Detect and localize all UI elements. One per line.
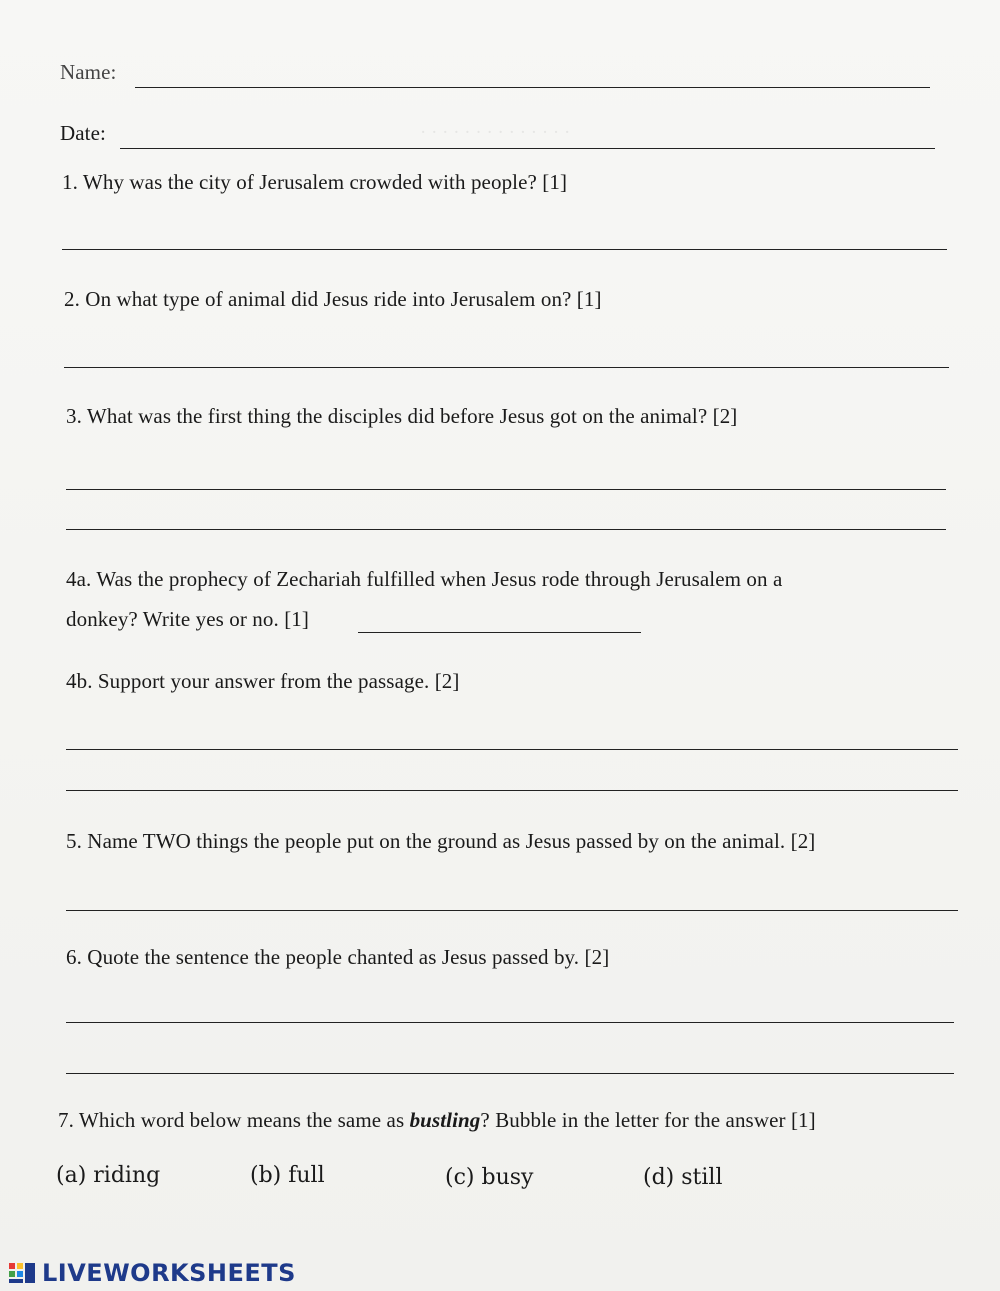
answer-6b-input[interactable] xyxy=(66,1046,958,1074)
answer-4b-b-line xyxy=(66,790,958,791)
answer-2-input[interactable] xyxy=(64,340,953,368)
date-label: Date: xyxy=(60,121,106,145)
answer-5-input[interactable] xyxy=(66,883,962,911)
question-7-keyword: bustling xyxy=(409,1108,481,1132)
question-6: 6. Quote the sentence the people chanted as Jesus passed by. [2] xyxy=(66,945,610,969)
answer-3a-line xyxy=(66,489,946,490)
question-2: 2. On what type of animal did Jesus ride into Jerusalem on? [1] xyxy=(64,287,602,311)
liveworksheets-icon xyxy=(8,1261,38,1285)
date-line xyxy=(120,148,935,149)
option-c[interactable]: (c) busy xyxy=(445,1165,534,1190)
brand-name: LIVEWORKSHEETS xyxy=(42,1259,296,1287)
answer-3a-input[interactable] xyxy=(66,462,950,490)
answer-4b-a-input[interactable] xyxy=(66,722,962,750)
question-7-start: 7. Which word below means the same as xyxy=(58,1108,410,1132)
option-b[interactable]: (b) full xyxy=(250,1163,325,1188)
answer-6b-line xyxy=(66,1073,954,1074)
bleed-through-text: · · · · · · · · · · · · · · xyxy=(420,122,571,143)
answer-1-input[interactable] xyxy=(62,222,951,250)
option-a[interactable]: (a) riding xyxy=(56,1163,161,1188)
answer-3b-line xyxy=(66,529,946,530)
question-3: 3. What was the first thing the disciples did before Jesus got on the animal? [2] xyxy=(66,404,738,428)
answer-3b-input[interactable] xyxy=(66,502,950,530)
answer-6a-line xyxy=(66,1022,954,1023)
answer-2-line xyxy=(64,367,949,368)
option-d[interactable]: (d) still xyxy=(643,1165,723,1190)
answer-4a-input[interactable] xyxy=(358,605,645,633)
question-4a-line1: 4a. Was the prophecy of Zechariah fulfilled when Jesus rode through Jerusalem on a xyxy=(66,567,783,591)
question-4a-line2: donkey? Write yes or no. [1] xyxy=(66,607,309,631)
name-input[interactable] xyxy=(135,60,934,88)
name-line xyxy=(135,87,930,88)
question-7-end: ? Bubble in the letter for the answer [1] xyxy=(480,1108,816,1132)
question-5: 5. Name TWO things the people put on the ground as Jesus passed by on the animal. [2] xyxy=(66,829,816,853)
answer-5-line xyxy=(66,910,958,911)
question-4b: 4b. Support your answer from the passage. [2] xyxy=(66,669,460,693)
question-7 xyxy=(58,1108,816,1133)
answer-4b-b-input[interactable] xyxy=(66,763,962,791)
answer-6a-input[interactable] xyxy=(66,995,958,1023)
answer-1-line xyxy=(62,249,947,250)
name-label: Name: xyxy=(60,60,117,84)
date-input[interactable] xyxy=(120,122,939,150)
liveworksheets-logo xyxy=(8,1258,296,1288)
answer-4b-a-line xyxy=(66,749,958,750)
answer-4a-line xyxy=(358,632,641,633)
question-1: 1. Why was the city of Jerusalem crowded with people? [1] xyxy=(62,170,568,194)
